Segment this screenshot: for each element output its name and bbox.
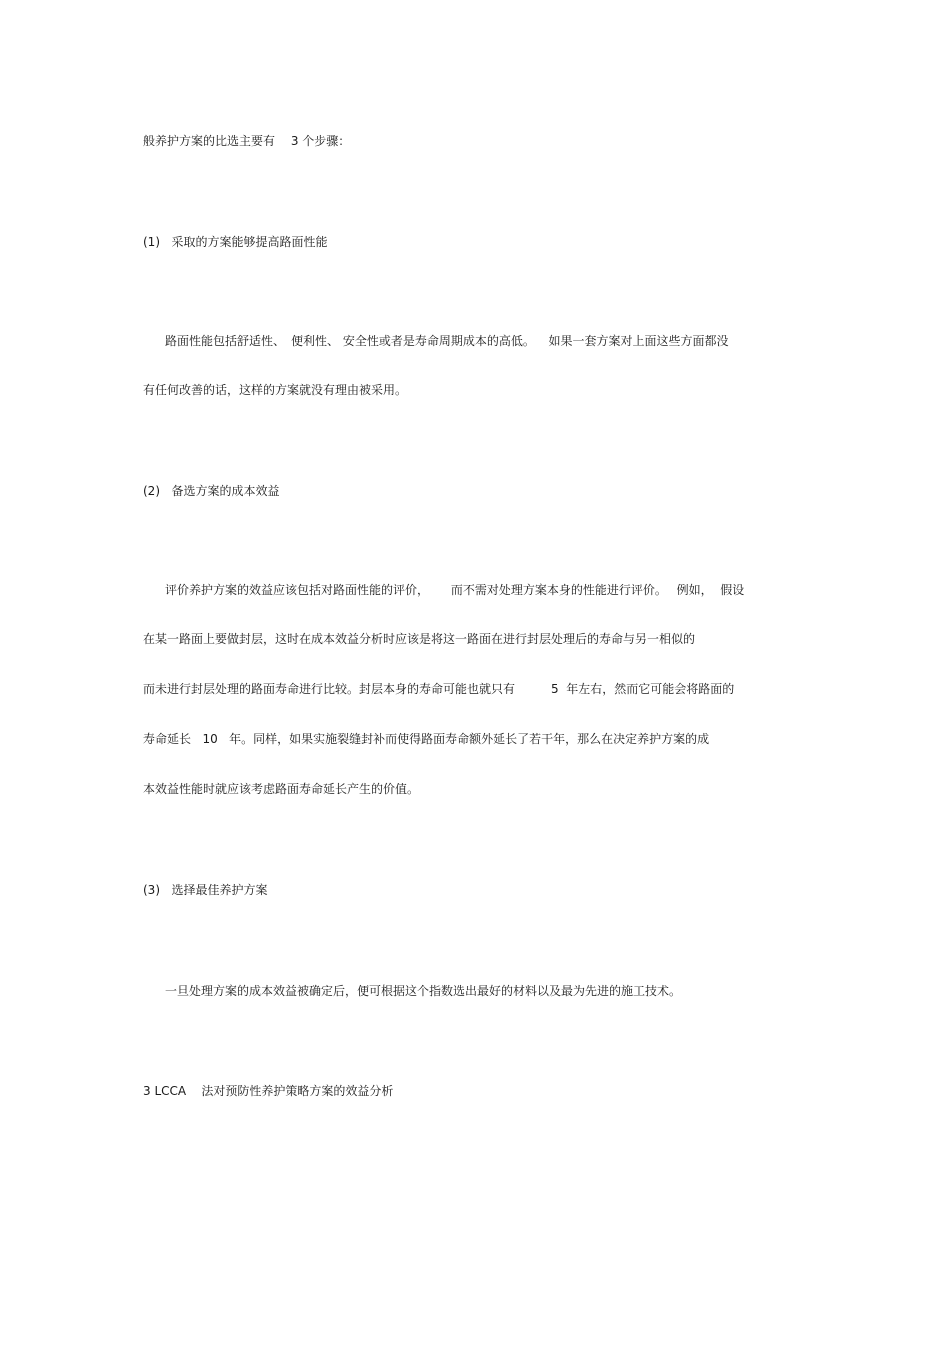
step1-paragraph-line-2: 有任何改善的话，这样的方案就没有理由被采用。 (143, 383, 408, 397)
step2-paragraph-line-2: 在某一路面上要做封层，这时在成本效益分析时应该是将这一路面在进行封层处理后的寿命与另一相似的 (143, 632, 696, 646)
step1-paragraph-line-1: 路面性能包括舒适性、 便利性、 安全性或者是寿命周期成本的高低。 如果一套方案对上面这些方面都没 (165, 334, 729, 348)
intro-line: 般养护方案的比选主要有 3 个步骤： (143, 134, 351, 148)
step1-heading: (1) 采取的方案能够提高路面性能 (143, 235, 328, 249)
step2-paragraph-line-4: 寿命延长 10 年。同样，如果实施裂缝封补而使得路面寿命额外延长了若干年，那么在决定养护方案的成 (143, 732, 710, 746)
step2-paragraph-line-3: 而未进行封层处理的路面寿命进行比较。封层本身的寿命可能也就只有 5 年左右，然而它可能会将路面的 (143, 682, 735, 696)
section3-heading: 3 LCCA 法对预防性养护策略方案的效益分析 (143, 1084, 394, 1098)
step3-paragraph-line-1: 一旦处理方案的成本效益被确定后，便可根据这个指数选出最好的材料以及最为先进的施工技术。 (165, 984, 682, 998)
step2-paragraph-line-1: 评价养护方案的效益应该包括对路面性能的评价， 而不需对处理方案本身的性能进行评价。 例如， 假设 (165, 583, 745, 597)
step2-paragraph-line-5: 本效益性能时就应该考虑路面寿命延长产生的价值。 (143, 782, 420, 796)
step3-heading: (3) 选择最佳养护方案 (143, 883, 268, 897)
step2-heading: (2) 备选方案的成本效益 (143, 484, 280, 498)
